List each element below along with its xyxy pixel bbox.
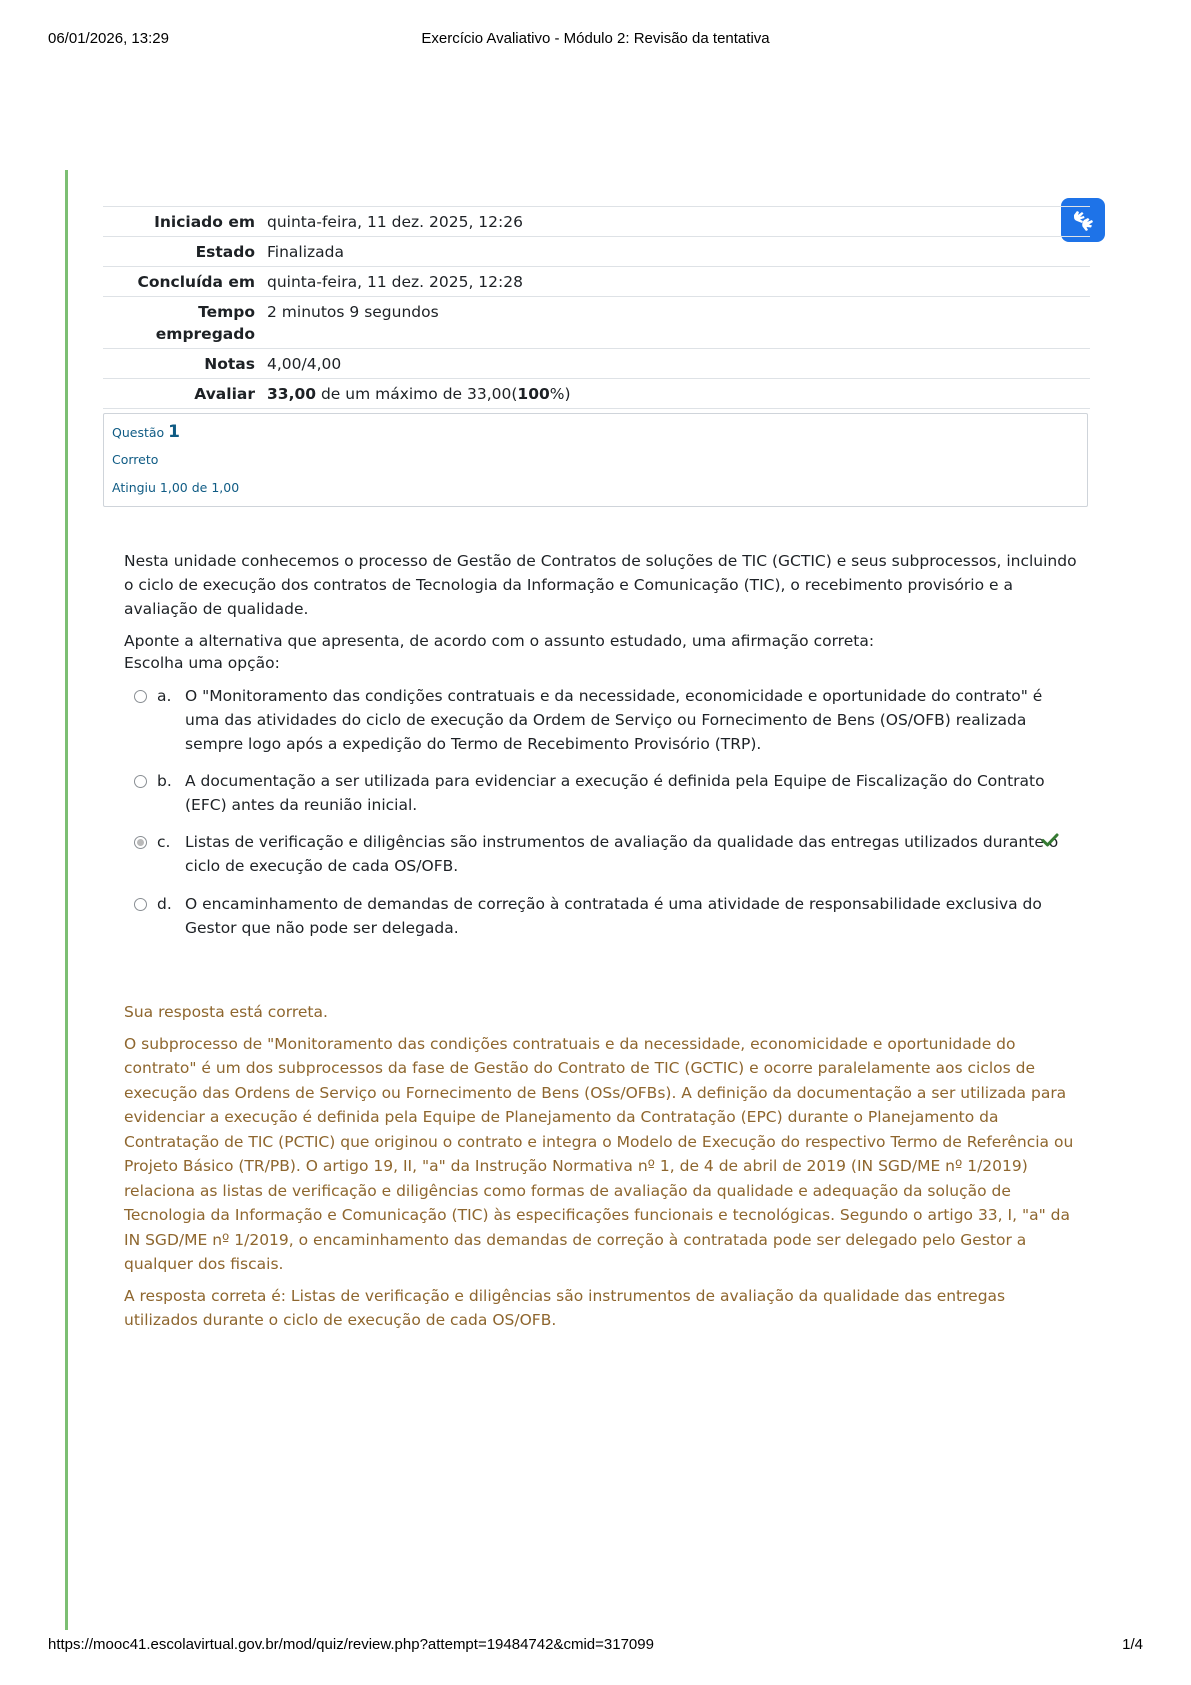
- grade-mid: de um máximo de 33,00(: [316, 385, 518, 403]
- summary-row-time: [103, 297, 1090, 349]
- summary-row-completed: [103, 267, 1090, 297]
- grade-score: 33,00: [267, 385, 317, 403]
- summary-row-marks: [103, 349, 1090, 379]
- summary-row-started: [103, 207, 1090, 237]
- summary-label: Avaliar: [103, 379, 261, 409]
- question-number-value: 1: [168, 422, 181, 442]
- summary-value: 4,00/4,00: [261, 349, 1090, 379]
- summary-label: Notas: [103, 349, 261, 379]
- option-text: Listas de verificação e diligências são instrumentos de avaliação da qualidade das entregas utilizados durante o ciclo de execução de cada OS/OFB.: [185, 833, 1059, 875]
- summary-value: 2 minutos 9 segundos: [261, 297, 1090, 349]
- choose-option-prompt: Escolha uma opção:: [124, 654, 280, 672]
- option-letter: d.: [157, 895, 172, 913]
- attempt-summary-table: [103, 206, 1090, 409]
- option-letter: a.: [157, 687, 172, 705]
- option-radio[interactable]: [134, 898, 147, 911]
- print-url: https://mooc41.escolavirtual.gov.br/mod/quiz/review.php?attempt=19484742&cmid=317099: [48, 1636, 654, 1653]
- option-radio[interactable]: [134, 690, 147, 703]
- question-intro: Nesta unidade conhecemos o processo de Gestão de Contratos de soluções de TIC (GCTIC) e seus subprocessos, incluindo o ciclo de execução dos contratos de Tecnologia da Informação e Comunicação (TIC), o recebimento provisório e a avaliação de qualidade.: [124, 552, 1077, 618]
- summary-value: Finalizada: [261, 237, 1090, 267]
- grade-percent: 100: [517, 385, 550, 403]
- option-letter: b.: [157, 772, 172, 790]
- option-text: O "Monitoramento das condições contratuais e da necessidade, economicidade e oportunidade do contrato" é uma das atividades do ciclo de execução da Ordem de Serviço ou Fornecimento de Bens (OS/OFB) realizada sempre logo após a expedição do Termo de Recebimento Provisório (TRP).: [185, 687, 1043, 753]
- summary-label: Iniciado em: [103, 207, 261, 237]
- answer-feedback: [124, 1000, 1079, 1340]
- summary-label: Concluída em: [103, 267, 261, 297]
- question-instruction: Aponte a alternativa que apresenta, de acordo com o assunto estudado, uma afirmação correta:: [124, 632, 875, 650]
- question-state: Correto: [112, 452, 159, 467]
- option-text: O encaminhamento de demandas de correção à contratada é uma atividade de responsabilidade exclusiva do Gestor que não pode ser delegada.: [185, 895, 1042, 937]
- question-info-box: [103, 413, 1088, 507]
- feedback-explanation: O subprocesso de "Monitoramento das condições contratuais e da necessidade, economicidade e oportunidade do contrato" é um dos subprocessos da fase de Gestão do Contrato de TIC (GCTIC) e ocorre paralelamente aos ciclos de execução das Ordens de Serviço ou Fornecimento de Bens (OSs/OFBs). A definição da documentação a ser utilizada para evidenciar a execução é definida pela Equipe de Planejamento da Contratação (EPC) durante o Planejamento da Contratação de TIC (PCTIC) que originou o contrato e integra o Modelo de Execução do respectivo Termo de Referência ou Projeto Básico (TR/PB). O artigo 19, II, "a" da Instrução Normativa nº 1, de 4 de abril de 2019 (IN SGD/ME nº 1/2019) relaciona as listas de verificação e diligências como formas de avaliação da qualidade e adequação da solução de Tecnologia da Informação e Comunicação (TIC) às especificações funcionais e tecnológicas. Segundo o artigo 33, I, "a" da IN SGD/ME nº 1/2019, o encaminhamento das demandas de correção à contratada pode ser delegado pelo Gestor a qualquer dos fiscais.: [124, 1034, 1074, 1273]
- feedback-correct-answer: A resposta correta é: Listas de verificação e diligências são instrumentos de avaliação da qualidade das entregas utilizados durante o ciclo de execução de cada OS/OFB.: [124, 1286, 1006, 1329]
- print-datetime: 06/01/2026, 13:29: [48, 30, 169, 47]
- check-icon: [1041, 831, 1059, 856]
- print-page-number: 1/4: [1122, 1636, 1143, 1653]
- option-radio[interactable]: [134, 775, 147, 788]
- summary-label: Tempo empregado: [103, 297, 261, 349]
- feedback-status: Sua resposta está correta.: [124, 1003, 328, 1021]
- summary-value: quinta-feira, 11 dez. 2025, 12:26: [261, 207, 1090, 237]
- question-number: [112, 422, 180, 442]
- question-grade: Atingiu 1,00 de 1,00: [112, 480, 240, 495]
- option-text: A documentação a ser utilizada para evidenciar a execução é definida pela Equipe de Fiscalização do Contrato (EFC) antes da reunião inicial.: [185, 772, 1045, 814]
- summary-row-state: [103, 237, 1090, 267]
- print-page-title: Exercício Avaliativo - Módulo 2: Revisão da tentativa: [421, 30, 770, 47]
- option-letter: c.: [157, 833, 171, 851]
- summary-row-grade: [103, 379, 1090, 409]
- grade-end: %): [549, 385, 571, 403]
- summary-label: Estado: [103, 237, 261, 267]
- summary-value: [261, 379, 1090, 409]
- summary-value: quinta-feira, 11 dez. 2025, 12:28: [261, 267, 1090, 297]
- option-radio-selected[interactable]: [134, 836, 147, 849]
- question-text: [124, 549, 1084, 661]
- question-state-bar: [65, 170, 68, 1630]
- question-label: Questão: [112, 425, 165, 440]
